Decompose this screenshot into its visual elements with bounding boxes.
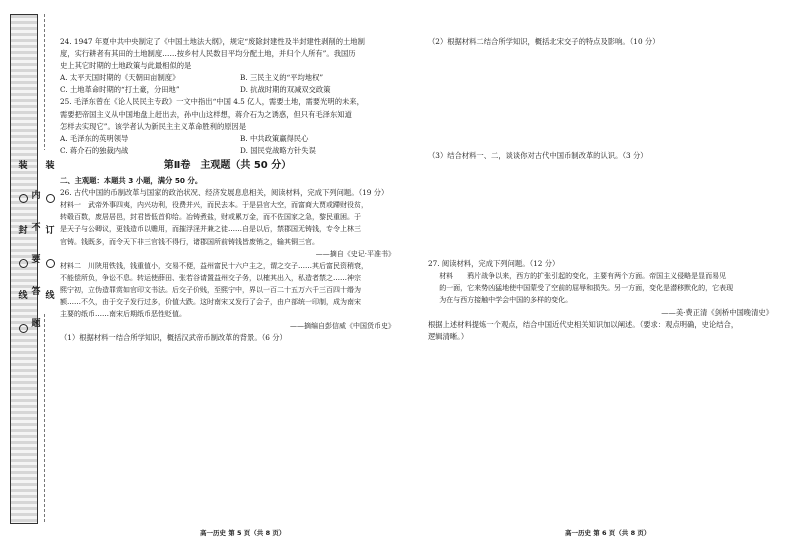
binding-char: 线 [45, 291, 55, 301]
material-line: 熙宁初，立伪造罪赏如官印文书法。后交子价贱，至熙宁中，界以一百二十五万六千三百四十缗为 [60, 285, 361, 294]
binding-char: 订 [45, 226, 55, 236]
material-line: 主要的纸币……南宋后期纸币恶性贬值。 [60, 310, 186, 319]
q25-options [60, 133, 395, 157]
material-two [60, 260, 395, 333]
right-page [428, 36, 773, 343]
material-line: 官铸。钱既多，而令天下非三官钱不得行，诸郡国所前铸钱皆废销之，输其铜三官。 [60, 237, 319, 246]
q24-line: 史上其它时期的土地政策与此最相似的是 [60, 61, 192, 71]
material-source: ——摘自《史记·平准书》 [315, 249, 395, 258]
option-c: C. 蒋介石的独裁内战 [60, 145, 129, 155]
binding-hole [19, 259, 28, 268]
answer-space [428, 162, 773, 258]
q26-part1: （1）根据材料一结合所学知识，概括汉武帝币制改革的背景。（6 分） [60, 333, 287, 343]
material-line: 额……不久，由于交子发行过多，价值大跌。这时南宋又发行了会子，由户部统一印制，成为南宋 [60, 297, 361, 306]
material-line: 材料一 武帝外事四夷，内兴功利，役费并兴，而民去本。于是县官大空，而富商大贾或蹛财役贫， [60, 201, 368, 210]
material-one [60, 199, 395, 259]
material-line: 是天子与公卿议，更钱造币以赡用，而摧浮淫并兼之徒……自是以后，禁郡国无铸钱，专令上林三 [60, 225, 361, 234]
binding-hole [46, 194, 55, 203]
section-title: 第Ⅱ卷 主观题（共 50 分） [163, 159, 292, 171]
material-line: 材料 鸦片战争以来，西方的扩张引起的变化，主要有两个方面。帝国主义侵略是显而易见 [439, 272, 727, 281]
answer-space [428, 48, 773, 150]
q27-ask-line: 逻辑清晰。） [428, 331, 469, 341]
q24-options [60, 72, 395, 96]
option-d: D. 国民党战略方针失误 [240, 145, 316, 155]
binding-char: 装 [18, 161, 28, 171]
q27-ask-line: 根据上述材料提炼一个观点，结合中国近代史相关知识加以阐述。（要求：观点明确，史论结合， [428, 319, 739, 329]
q26-intro: 26. 古代中国的币制改革与国家的政治状况、经济发展息息相关，阅读材料，完成下列问题。（19 分） [60, 188, 389, 198]
binding-char: 题 [31, 319, 41, 329]
q27-intro: 27. 阅读材料，完成下列问题。（12 分） [428, 259, 560, 269]
binding-char: 内 [31, 191, 41, 201]
binding-labels-inner [30, 180, 42, 340]
option-b: B. 三民主义的“平均地权” [240, 73, 324, 83]
option-d: D. 抗战时期的双减双交政策 [240, 85, 331, 95]
q24-line: 度，实行耕者有其田的土地制度……按乡村人民数目平均分配土地，并归个人所有”。我国历 [60, 49, 356, 59]
binding-labels-outer [17, 150, 29, 345]
q26-part2: （2）根据材料二结合所学知识，概括北宋交子的特点及影响。（10 分） [428, 37, 660, 46]
left-page [60, 36, 395, 344]
option-a: A. 太平天国时期的《天朝田亩制度》 [60, 73, 180, 83]
q26-part3: （3）结合材料一、二，谈谈你对古代中国币制改革的认识。（3 分） [428, 151, 648, 161]
section-note: 二、主观题：本题共 3 小题，满分 50 分。 [60, 176, 203, 186]
q25-line: 25. 毛泽东曾在《论人民民主专政》一文中指出“中国 4.5 亿人，需要土地，需要光明的未来， [60, 97, 364, 107]
binding-hole [19, 194, 28, 203]
binding-char: 线 [18, 291, 28, 301]
page-footer-right: 高一历史 第 6 页（共 8 页） [565, 529, 651, 537]
q25-line: 需要把帝国主义从中国地盘上赶出去，孙中山这样想，蒋介石为之诱惑，但只有毛泽东知道 [60, 109, 352, 119]
binding-labels-line [44, 150, 56, 312]
q27-material [428, 270, 773, 306]
material-line: 不能偿所负，争讼不息。转运使薛田、张若谷请置益州交子务，以榷其出入，私造者禁之……神宗 [60, 273, 361, 282]
q25-line: 怎样去实现它”。该学者认为新民主主义革命胜利的原因是 [60, 121, 247, 131]
q24-line: 24. 1947 年夏中共中央制定了《中国土地法大纲》，规定“废除封建性及半封建性剥削的土地制 [60, 37, 365, 46]
page-footer-left: 高一历史 第 5 页（共 8 页） [200, 529, 286, 537]
binding-hole [19, 324, 28, 333]
binding-char: 不 [31, 223, 41, 233]
binding-char: 答 [31, 287, 41, 297]
option-a: A. 毛泽东的英明领导 [60, 133, 129, 143]
material-line: 为在与西方接触中学会中国的多样的变化。 [439, 296, 573, 305]
binding-char: 装 [45, 161, 55, 171]
binding-char: 封 [18, 226, 28, 236]
q27-source: ——美·费正清《剑桥中国晚清史》 [661, 307, 773, 317]
binding-hole [46, 259, 55, 268]
material-line: 转毂百数，废居居邑，封君皆低首仰给。冶铸煮盐，财或累万金，而不佐国家之急，黎民重困。于 [60, 213, 361, 222]
option-c: C. 土地革命时期的“打土豪，分田地” [60, 85, 180, 95]
material-line: 材料二 川陕用铁钱，钱重值小，交易不便，益州富民十六户主之，谓之交子……其后富民资稍衰， [60, 261, 368, 270]
material-source: ——摘编自彭信威《中国货币史》 [290, 322, 395, 331]
option-b: B. 中共政策赢得民心 [240, 133, 309, 143]
material-line: 的一面，它来势凶猛地使中国蒙受了空前的屈辱和损失。另一方面，变化是潜移默化的，它表现 [439, 284, 734, 293]
binding-char: 要 [31, 255, 41, 265]
